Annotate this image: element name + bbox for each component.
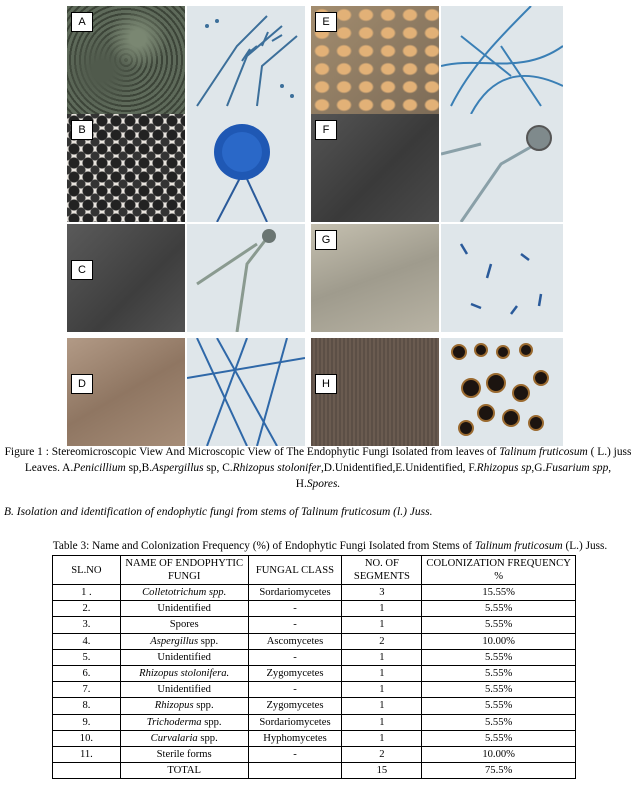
cell-segments: 1 — [342, 714, 422, 730]
stereo-image-f — [311, 114, 439, 222]
stereo-image-e — [311, 6, 439, 114]
panel-label-f: F — [315, 120, 337, 140]
micro-image-c — [187, 224, 305, 332]
cell-colonization-frequency: 5.55% — [422, 730, 576, 746]
cell-segments: 1 — [342, 601, 422, 617]
stereo-image-g — [311, 224, 439, 332]
figure-caption: Figure 1 : Stereomicroscopic View And Microscopic View of The Endophytic Fungi Isolated from leaves of Talinum fruticosum ( L.) juss Leaves. A.Penicillium sp,B.Aspergillus sp, C.Rhizopus stolonifer,D.Unidentified,E.Unidentified, F.Rhizopus sp,G.Fusarium spp, H.Spores. — [4, 446, 632, 490]
micro-image-e — [441, 6, 563, 114]
stereo-image-c — [67, 224, 185, 332]
fungi-name-rest: Unidentified — [157, 651, 211, 663]
fungi-genus: Trichoderma — [146, 716, 202, 728]
cell-slno: 2. — [53, 601, 121, 617]
cell-fungi-name — [120, 714, 248, 730]
cell-colonization-frequency: 5.55% — [422, 601, 576, 617]
cell-colonization-frequency: 5.55% — [422, 682, 576, 698]
cell-segments: 1 — [342, 617, 422, 633]
stereo-image-d — [67, 338, 185, 446]
colonization-table — [52, 555, 576, 779]
cell-slno: 1 . — [53, 585, 121, 601]
fungi-name-rest: Spores — [169, 619, 199, 631]
table-row — [53, 666, 576, 682]
cell-segments: 2 — [342, 747, 422, 763]
fungi-name-rest: spp. — [198, 635, 219, 647]
figure-row — [67, 114, 563, 222]
micro-image-a — [187, 6, 305, 114]
cell-fungi-name — [120, 633, 248, 649]
cell-fungi-name — [120, 649, 248, 665]
table-row — [53, 714, 576, 730]
table-row — [53, 730, 576, 746]
panel-label-d: D — [71, 374, 93, 394]
cell-fungal-class: Zygomycetes — [248, 666, 342, 682]
section-heading: B. Isolation and identification of endophytic fungi from stems of Talinum fruticosum (l.) Juss. — [4, 506, 433, 518]
cell-fungal-class: Sordariomycetes — [248, 714, 342, 730]
figure-1 — [67, 6, 563, 436]
fungi-name-rest: Unidentified — [157, 684, 211, 696]
fungi-genus: Curvalaria — [150, 732, 198, 744]
header-slno: SL.NO — [53, 556, 121, 585]
fungi-name-rest: spp. — [197, 732, 218, 744]
cell-slno: 11. — [53, 747, 121, 763]
cell-fungi-name — [120, 601, 248, 617]
fungi-name-rest: spp. — [193, 700, 214, 712]
table-row — [53, 585, 576, 601]
fungi-genus: Aspergillus — [150, 635, 199, 647]
cell-segments: 1 — [342, 649, 422, 665]
figure-row — [67, 6, 563, 114]
micro-image-f — [441, 114, 563, 222]
cell-colonization-frequency: 5.55% — [422, 649, 576, 665]
table-row — [53, 682, 576, 698]
micro-image-d — [187, 338, 305, 446]
cell-fungi-name — [120, 698, 248, 714]
cell-colonization-frequency: 5.55% — [422, 666, 576, 682]
panel-label-b: B — [71, 120, 93, 140]
cell-fungi-name — [120, 666, 248, 682]
cell-segments: 2 — [342, 633, 422, 649]
micro-image-g — [441, 224, 563, 332]
table-row — [53, 601, 576, 617]
cell-colonization-frequency: 10.00% — [422, 747, 576, 763]
header-fungal-class: FUNGAL CLASS — [248, 556, 342, 585]
header-fungi-name: NAME OF ENDOPHYTIC FUNGI — [120, 556, 248, 585]
cell-colonization-frequency: 10.00% — [422, 633, 576, 649]
cell-total-label: TOTAL — [120, 763, 248, 779]
table-caption: Table 3: Name and Colonization Frequency (%) of Endophytic Fungi Isolated from Stems of Talinum fruticosum (L.) Juss. — [52, 540, 608, 552]
micro-image-b — [187, 114, 305, 222]
cell-segments: 1 — [342, 698, 422, 714]
cell-fungi-name — [120, 730, 248, 746]
panel-label-c: C — [71, 260, 93, 280]
fungi-name-rest: Unidentified — [157, 603, 211, 615]
panel-label-a: A — [71, 12, 93, 32]
cell-slno: 8. — [53, 698, 121, 714]
cell-fungal-class: - — [248, 747, 342, 763]
cell-slno: 3. — [53, 617, 121, 633]
stereo-image-h — [311, 338, 439, 446]
cell-colonization-frequency: 5.55% — [422, 617, 576, 633]
cell-slno: 9. — [53, 714, 121, 730]
header-colonization-frequency: COLONIZATION FREQUENCY % — [422, 556, 576, 585]
cell-fungal-class: - — [248, 682, 342, 698]
cell-fungal-class: Zygomycetes — [248, 698, 342, 714]
panel-label-g: G — [315, 230, 337, 250]
table-row — [53, 747, 576, 763]
cell-fungal-class — [248, 763, 342, 779]
cell-slno — [53, 763, 121, 779]
cell-fungal-class: Hyphomycetes — [248, 730, 342, 746]
table-header-row — [53, 556, 576, 585]
cell-fungi-name — [120, 585, 248, 601]
fungi-name-rest: spp. — [201, 716, 222, 728]
cell-colonization-frequency: 15.55% — [422, 585, 576, 601]
fungi-genus: Rhizopus stolonifera. — [139, 668, 230, 680]
cell-colonization-frequency: 5.55% — [422, 714, 576, 730]
cell-colonization-frequency: 5.55% — [422, 698, 576, 714]
stereo-image-a — [67, 6, 185, 114]
cell-fungal-class: Sordariomycetes — [248, 585, 342, 601]
cell-fungi-name — [120, 747, 248, 763]
table-row — [53, 698, 576, 714]
cell-segments: 1 — [342, 682, 422, 698]
cell-slno: 4. — [53, 633, 121, 649]
fungi-name-rest: Sterile forms — [156, 749, 212, 761]
micro-image-h — [441, 338, 563, 446]
cell-segments: 1 — [342, 666, 422, 682]
cell-total-frequency: 75.5% — [422, 763, 576, 779]
figure-row — [67, 224, 563, 332]
table-total-row — [53, 763, 576, 779]
panel-label-h: H — [315, 374, 337, 394]
cell-fungal-class: Ascomycetes — [248, 633, 342, 649]
table-row — [53, 633, 576, 649]
cell-fungal-class: - — [248, 617, 342, 633]
cell-fungal-class: - — [248, 601, 342, 617]
cell-segments: 1 — [342, 730, 422, 746]
fungi-genus: Rhizopus — [154, 700, 194, 712]
figure-row — [67, 338, 563, 446]
cell-fungi-name — [120, 617, 248, 633]
fungi-genus: Colletotrichum spp. — [142, 587, 227, 598]
table-row — [53, 649, 576, 665]
cell-slno: 10. — [53, 730, 121, 746]
stereo-image-b — [67, 114, 185, 222]
cell-total-segments: 15 — [342, 763, 422, 779]
table-row — [53, 617, 576, 633]
cell-slno: 5. — [53, 649, 121, 665]
cell-slno: 7. — [53, 682, 121, 698]
cell-fungal-class: - — [248, 649, 342, 665]
panel-label-e: E — [315, 12, 337, 32]
header-segments: NO. OF SEGMENTS — [342, 556, 422, 585]
table-body — [53, 585, 576, 779]
cell-slno: 6. — [53, 666, 121, 682]
cell-fungi-name — [120, 682, 248, 698]
cell-segments: 3 — [342, 585, 422, 601]
